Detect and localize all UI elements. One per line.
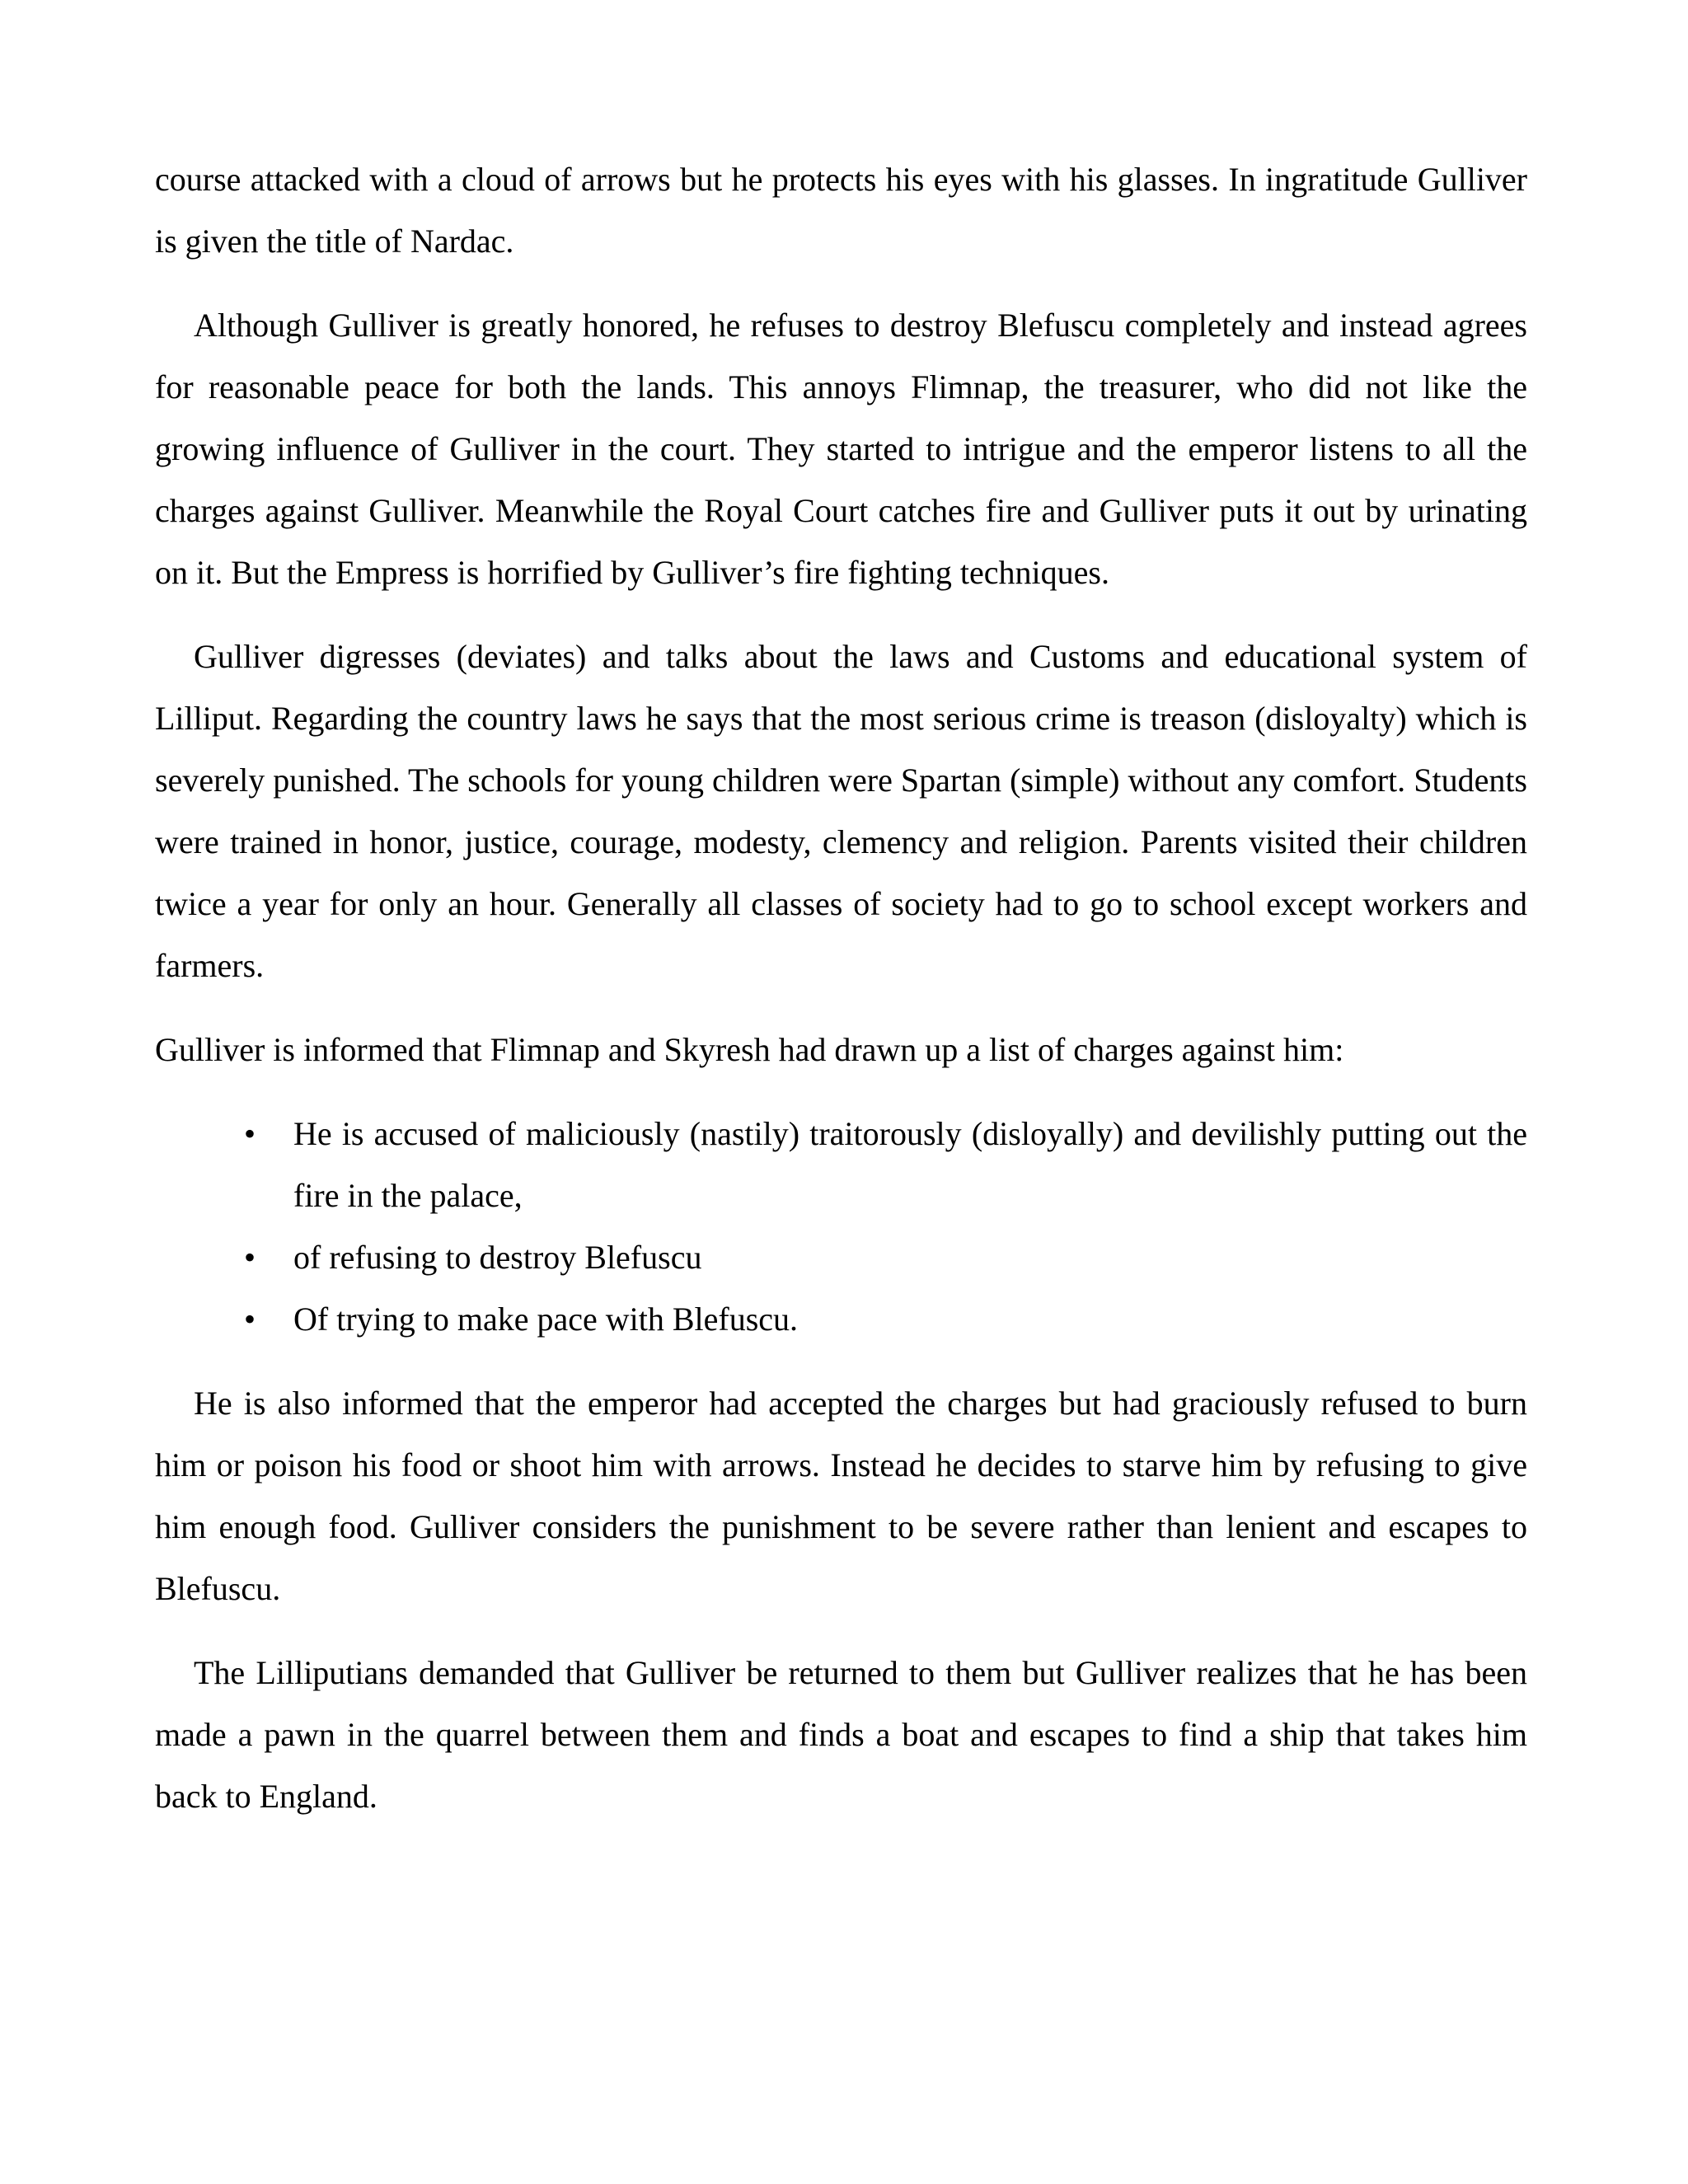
charge-item [155,1226,1527,1288]
bullet-icon: • [244,1239,256,1276]
paragraph-laws-customs: Gulliver digresses (deviates) and talks about the laws and Customs and educational system of Lilliput. Regarding the country laws he says that the most serious crime is treason (disloyalty) which is severely punished. The schools for young children were Spartan (simple) without any comfort. Students were trained in honor, justice, courage, modesty, clemency and religion. Parents visited their children twice a year for only an hour. Generally all classes of society had to go to school except workers and farmers. [155,638,1527,984]
bullet-icon: • [244,1301,256,1338]
charge-item-text: of refusing to destroy Blefuscu [293,1239,702,1276]
paragraph-charges-intro: Gulliver is informed that Flimnap and Skyresh had drawn up a list of charges against him: [155,1031,1344,1068]
charges-list [155,1103,1527,1350]
bullet-icon: • [244,1115,256,1152]
charge-item-text: He is accused of maliciously (nastily) traitorously (disloyally) and devilishly putting out the fire in the palace, [293,1115,1527,1214]
charge-item [155,1103,1527,1226]
paragraph-blefuscu-peace: Although Gulliver is greatly honored, he refuses to destroy Blefuscu completely and instead agrees for reasonable peace for both the lands. This annoys Flimnap, the treasurer, who did not like the growing influence of Gulliver in the court. They started to intrigue and the emperor listens to all the charges against Gulliver. Meanwhile the Royal Court catches fire and Gulliver puts it out by urinating on it. But the Empress is horrified by Gulliver’s fire fighting techniques. [155,307,1527,591]
paragraph-arrows-nardac: course attacked with a cloud of arrows but he protects his eyes with his glasses. In ingratitude Gulliver is given the title of Nardac. [155,161,1527,260]
charge-item [155,1288,1527,1350]
paragraph-escape-england: The Lilliputians demanded that Gulliver be returned to them but Gulliver realizes that he has been made a pawn in the quarrel between them and finds a boat and escapes to find a ship that takes him back to England. [155,1654,1527,1815]
paragraph-punishment: He is also informed that the emperor had accepted the charges but had graciously refused to burn him or poison his food or shoot him with arrows. Instead he decides to starve him by refusing to give him enough food. Gulliver considers the punishment to be severe rather than lenient and escapes to Blefuscu. [155,1385,1527,1607]
document-body [155,148,1527,1827]
charge-item-text: Of trying to make pace with Blefuscu. [293,1301,799,1338]
